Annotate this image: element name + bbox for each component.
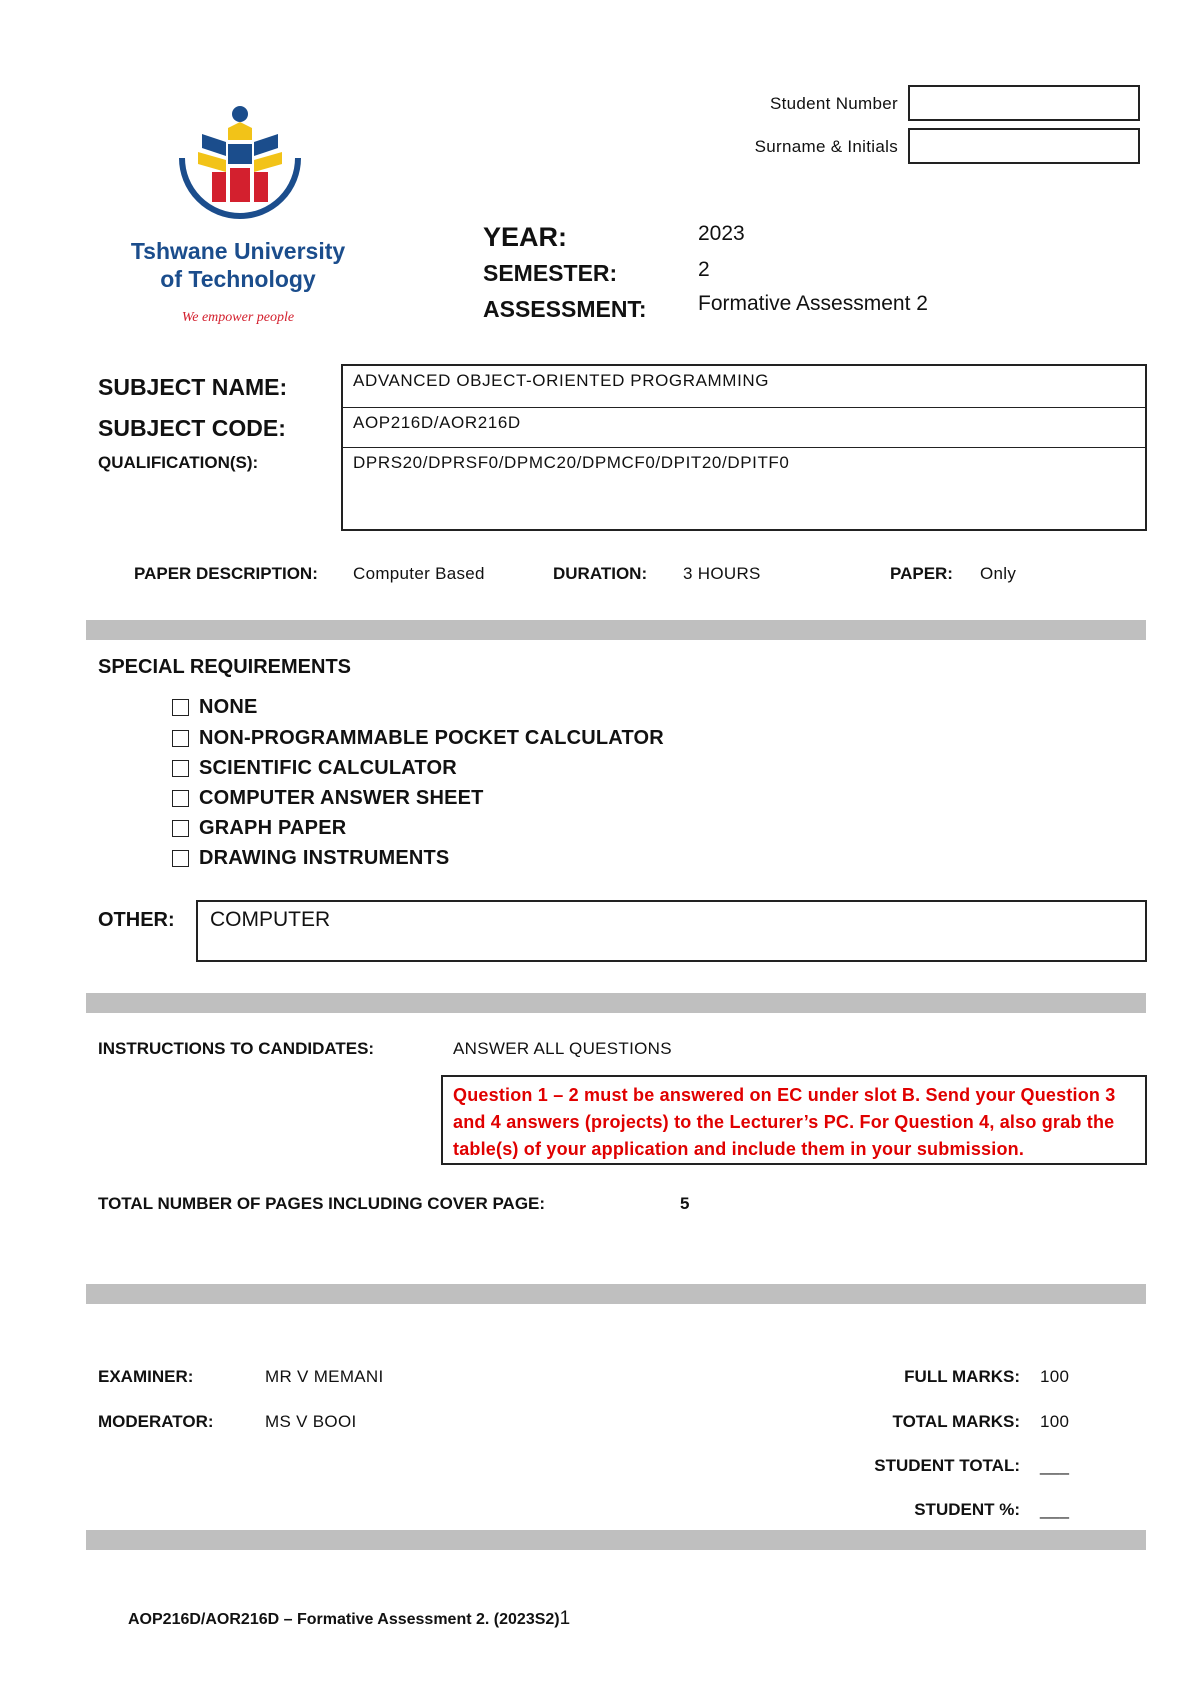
checkbox-icon[interactable] xyxy=(172,850,189,867)
surname-field[interactable] xyxy=(908,128,1140,164)
student-percent-value: ___ xyxy=(1040,1500,1070,1519)
university-emblem-icon xyxy=(172,100,308,230)
assessment-value: Formative Assessment 2 xyxy=(698,292,928,315)
duration-value: 3 HOURS xyxy=(683,564,761,583)
other-field: COMPUTER xyxy=(196,900,1147,962)
paper-label: PAPER: xyxy=(890,564,953,583)
paper-description-value: Computer Based xyxy=(353,564,485,583)
checkbox-icon[interactable] xyxy=(172,760,189,777)
requirement-pocket-calculator[interactable]: NON-PROGRAMMABLE POCKET CALCULATOR xyxy=(172,727,664,750)
student-number-label: Student Number xyxy=(770,94,898,113)
requirement-answer-sheet[interactable]: COMPUTER ANSWER SHEET xyxy=(172,787,484,810)
total-pages-value: 5 xyxy=(680,1194,690,1213)
total-pages-label: TOTAL NUMBER OF PAGES INCLUDING COVER PAGE: xyxy=(98,1194,546,1213)
divider-bar xyxy=(86,620,1146,640)
instructions-label: INSTRUCTIONS TO CANDIDATES: xyxy=(98,1039,375,1058)
semester-label: SEMESTER: xyxy=(483,260,618,286)
footer-text: AOP216D/AOR216D – Formative Assessment 2. (2023S2) xyxy=(128,1611,560,1628)
moderator-label: MODERATOR: xyxy=(98,1412,214,1431)
special-requirements-title: SPECIAL REQUIREMENTS xyxy=(98,656,351,678)
moderator-value: MS V BOOI xyxy=(265,1412,357,1431)
subject-name-label: SUBJECT NAME: xyxy=(98,374,288,400)
page-number: 1 xyxy=(559,1608,571,1629)
paper-value: Only xyxy=(980,564,1017,583)
full-marks-value: 100 xyxy=(1040,1367,1070,1386)
requirement-none[interactable]: NONE xyxy=(172,696,258,719)
year-label: YEAR: xyxy=(483,222,568,252)
duration-label: DURATION: xyxy=(553,564,648,583)
full-marks-label: FULL MARKS: xyxy=(904,1367,1020,1386)
divider-bar xyxy=(86,1284,1146,1304)
requirement-scientific-calculator[interactable]: SCIENTIFIC CALCULATOR xyxy=(172,757,457,780)
subject-code-value: AOP216D/AOR216D xyxy=(343,408,1145,448)
total-marks-value: 100 xyxy=(1040,1412,1070,1431)
requirement-graph-paper[interactable]: GRAPH PAPER xyxy=(172,817,346,840)
assessment-label: ASSESSMENT: xyxy=(483,296,647,322)
student-total-value: ___ xyxy=(1040,1456,1070,1475)
logo-line2: of Technology xyxy=(160,266,316,292)
page-footer xyxy=(128,1608,570,1630)
divider-bar xyxy=(86,1530,1146,1550)
qualification-label: QUALIFICATION(S): xyxy=(98,453,259,472)
checkbox-icon[interactable] xyxy=(172,730,189,747)
checkbox-icon[interactable] xyxy=(172,820,189,837)
year-value: 2023 xyxy=(698,222,745,245)
surname-label: Surname & Initials xyxy=(754,137,898,156)
checkbox-icon[interactable] xyxy=(172,790,189,807)
divider-bar xyxy=(86,993,1146,1013)
logo-tagline: We empower people xyxy=(181,310,295,325)
instructions-value: ANSWER ALL QUESTIONS xyxy=(453,1039,672,1058)
requirement-drawing-instruments[interactable]: DRAWING INSTRUMENTS xyxy=(172,847,449,870)
logo-line1: Tshwane University xyxy=(130,238,346,264)
university-logo xyxy=(172,100,308,230)
paper-description-label: PAPER DESCRIPTION: xyxy=(134,564,318,583)
subject-code-label: SUBJECT CODE: xyxy=(98,415,286,441)
student-number-field[interactable] xyxy=(908,85,1140,121)
subject-name-value: ADVANCED OBJECT-ORIENTED PROGRAMMING xyxy=(343,366,1145,408)
student-total-label: STUDENT TOTAL: xyxy=(874,1456,1020,1475)
qualification-value: DPRS20/DPRSF0/DPMC20/DPMCF0/DPIT20/DPITF0 xyxy=(353,453,790,472)
student-percent-label: STUDENT %: xyxy=(914,1500,1020,1519)
submission-note: Question 1 – 2 must be answered on EC under slot B. Send your Question 3 and 4 answers (projects) to the Lecturer’s PC. For Question 4, also grab the table(s) of your application and include them in your submission. xyxy=(441,1075,1147,1165)
checkbox-icon[interactable] xyxy=(172,699,189,716)
examiner-value: MR V MEMANI xyxy=(265,1367,384,1386)
subject-table xyxy=(341,364,1147,531)
other-label: OTHER: xyxy=(98,909,175,931)
total-marks-label: TOTAL MARKS: xyxy=(892,1412,1020,1431)
examiner-label: EXAMINER: xyxy=(98,1367,194,1386)
semester-value: 2 xyxy=(698,258,710,281)
